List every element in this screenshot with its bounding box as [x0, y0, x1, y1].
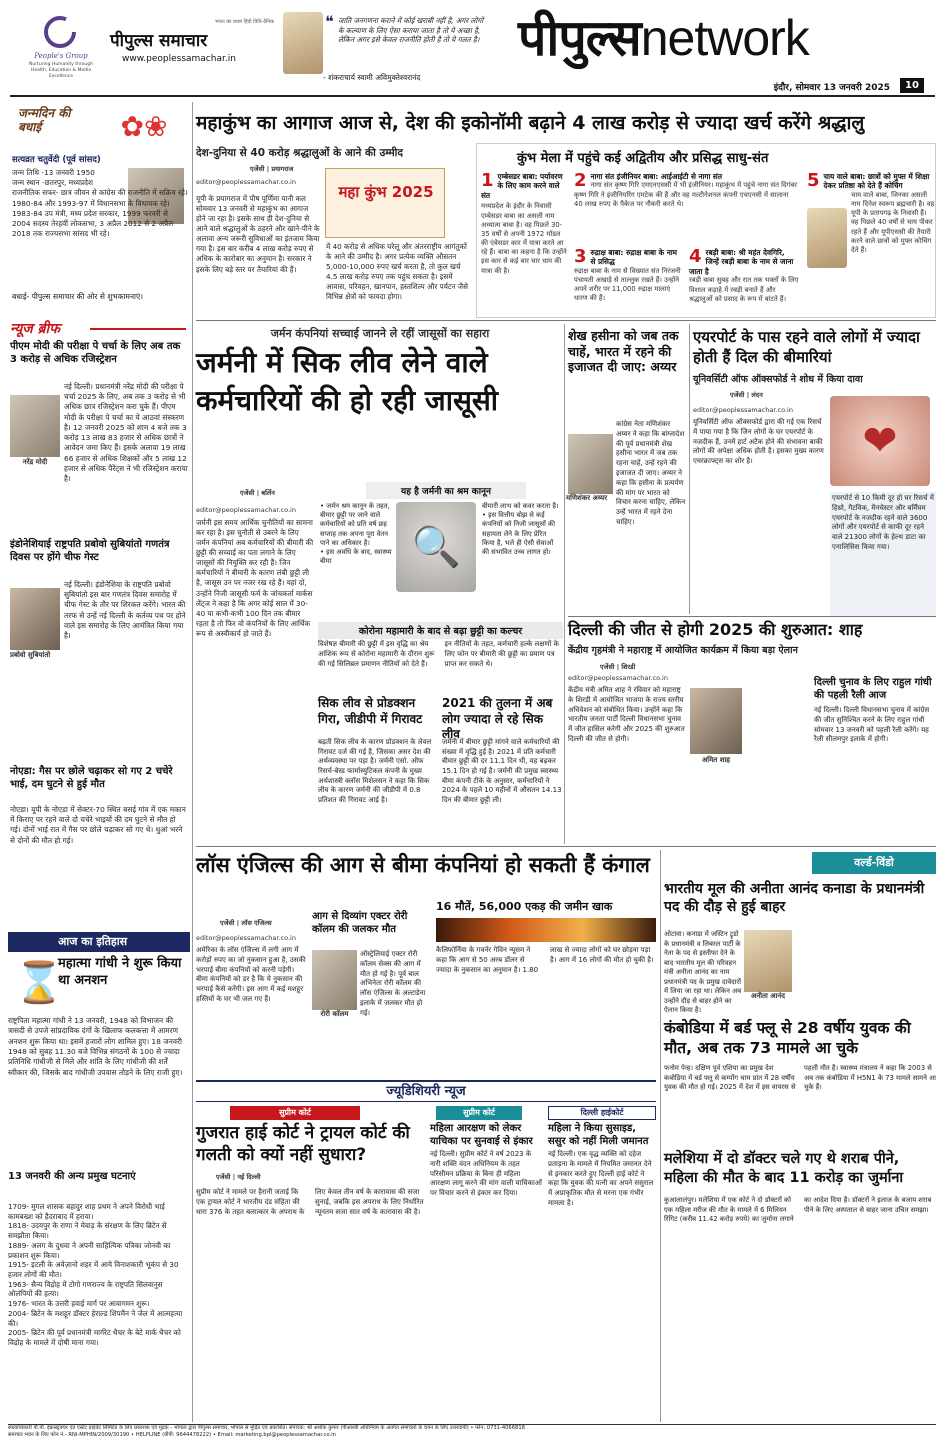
- masthead: [0, 0, 945, 97]
- birthday-details: जन्म तिथि -13 जनवरी 1950 जन्म स्थान -छतरपुर, मध्यप्रदेश राजनीतिक सफर- छात्र जीवन से कांग्रेस की राजनीति में सक्रिय रहे। 1980-84 और 1993-97 में विधानसभा के विधायक रहे। 1983-84 उप मंत्री, मध्य प्रदेश सरकार, 1999 फरवरी से 2004 सदस्य तेरहवीं लोकसभा, 3 अप्रैल 2012 से 2 अप्रैल 2018 तक राज्यसभा सांसद भी रहे।: [12, 168, 188, 239]
- title-english: network: [640, 10, 809, 66]
- chai-baba-photo: [807, 208, 847, 268]
- hasina-headline: शेख हसीना को जब तक चाहें, भारत में रहने की इजाजत दी जाए: अय्यर: [568, 328, 679, 375]
- history-events-list: [8, 1202, 188, 1420]
- lead-byline: एजेंसी | प्रयागराज: [250, 165, 294, 173]
- deaths-body: कैलिफोर्निया के गवर्नर गेविन न्यूसम ने कहा कि आग से 50 अरब डॉलर से ज्यादा के नुकसान का अनुमान है। 1.80 लाख से ज्यादा लोगों को घर छोड़ना पड़ा है। आग में 16 लोगों की मौत हो चुकी है।: [436, 946, 654, 974]
- birthday-box: [8, 102, 188, 307]
- lead-body-left: यूपी के प्रयागराज में पौष पूर्णिमा यानी कल सोमवार 13 जनवरी से महाकुंभ का आगाज होने जा रहा है। इसके साथ ही देश-दुनिया से आने वाले श्रद्धालुओं के ठहरने और खाने-पीने के अलावा अन्य जरूरी सुविधाओं का इंतजाम किया गया है। इस बार करीब 4 लाख करोड़ रुपए से अधिक के कारोबार का अनुमान है। सरकार ने इसके लिए बड़े स्तर पर तैयारियां की हैं।: [196, 194, 320, 274]
- event-item: 1818- उदयपुर के राणा ने मेवाड़ के संरक्षण के लिए ब्रिटेन से समझौता किया।: [8, 1221, 167, 1241]
- prod-title: सिक लीव से प्रोडक्शन गिरा, जीडीपी में गिरावट: [318, 696, 423, 726]
- rory-photo: [312, 950, 357, 1010]
- event-item: 1889- अलग के दुधवा ने अपनी साहित्यिक पत्रिका जोनवी का प्रकाशन शुरू किया।: [8, 1240, 171, 1260]
- saint-body: चाय वाले बाबा, जिनका असली नाम दिनेश स्वरूप ब्रह्मचारी है। वह यूपी के प्रतापगढ़ के निवासी हैं। वह पिछले 40 वर्षों से चाय पीकर रहते हैं और यूपीएससी की तैयारी करने वाले छात्रों को मुफ्त कोचिंग देते हैं।: [851, 190, 935, 254]
- brief-item-indonesia: [10, 538, 188, 763]
- section-rule: [196, 320, 936, 321]
- judiciary-header: [196, 1080, 656, 1102]
- saint-num: 4: [689, 246, 702, 267]
- women-label: [436, 1106, 522, 1120]
- labor-law-box: [320, 480, 560, 615]
- saint-title: चाय वाले बाबा: छात्रों को मुफ्त में शिक्षा देकर प्रतिष्ठा को देते हैं कोचिंग: [823, 172, 930, 191]
- germany-body: जर्मनी इस समय आर्थिक चुनौतियों का सामना कर रहा है। इस चुनौती से उबरने के लिए जर्मन कंपनियां अब कर्मचारियों की बीमारी की छुट्टी की सच्चाई का पता लगाने के लिए जासूसों की नियुक्ति कर रही हैं। जिन कर्मचारियों ने बीमारी के कारण लंबी छुट्टी ली है, जासूस उन पर नजर रख रहे हैं। यहां दो, उन्होंने निजी जासूसी फर्म के जांचकर्ता मार्कस लेंट्ज ने कहा है कि अगर कोई साल में 30-40 या कभी-कभी 100 दिन तक बीमार रहता है तो फिर वो कंपनियों के लिए आर्थिक रूप से अस्वीकार्य हो जाते हैं।: [196, 518, 314, 638]
- germany-right-rule: [564, 324, 565, 844]
- saint-num: 3: [574, 246, 587, 267]
- flower-basket-icon: ✿❀: [120, 110, 168, 143]
- lead-subhead: देश-दुनिया से 40 करोड़ श्रद्धालुओं के आने की उम्मीद: [196, 147, 403, 159]
- quote-box: [283, 12, 488, 84]
- footer: [8, 1424, 936, 1444]
- saints-box: [476, 143, 936, 318]
- shankaracharya-photo: [283, 12, 323, 74]
- brief-body: नोएडा। यूपी के नोएडा में सेक्टर-70 स्थित बसई गांव में एक मकान में किराए पर रहने वाले दो चचेरे भाइयों की दम घुटने से मौत हो गई। दोनों भाई रात में गैस पर छोले चढ़ाकर सो गए थे। धुआं भरने से दोनों की मौत हो गई।: [10, 805, 186, 845]
- hasina-body: कांग्रेस नेता मणिशंकर अय्यर ने कहा कि बांग्लादेश की पूर्व प्रधानमंत्री शेख हसीना भारत में जब तक रहना चाहें, उन्हें रहने की इजाजत दी जाए। अय्यर ने कहा कि हसीना के प्रत्यर्पण की मांग पर भारत को विचार करना चाहिए, लेकिन उन्हें भारत में रहने देना चाहिए।: [616, 420, 686, 526]
- actor-title: आग से दिव्यांग एक्टर रोरी कॉलम की जलकर मौत: [312, 911, 408, 935]
- hasina-right-rule: [689, 324, 690, 614]
- labor-title: यह है जर्मनी का श्रम कानून: [366, 482, 526, 499]
- la-headline: लॉस एंजिल्स की आग से बीमा कंपनियां हो सकती हैं कंगाल: [196, 853, 650, 877]
- masthead-title: [518, 6, 918, 70]
- malaysia-headline: मलेशिया में दो डॉक्टर चले गए थे शराब पीने, महिला की मौत के बाद 11 करोड़ का जुर्माना: [664, 1151, 904, 1187]
- saint-4: [689, 248, 799, 318]
- group-logo-icon: [42, 14, 78, 50]
- gujarat-headline: गुजरात हाई कोर्ट ने ट्रायल कोर्ट की गलती को क्यों नहीं सुधारा?: [196, 1123, 410, 1166]
- paper-brand: [110, 28, 280, 52]
- brief-title: पीएम मोदी की परीक्षा पे चर्चा के लिए अब तक 3 करोड़ से अधिक रजिस्ट्रेशन: [10, 341, 181, 365]
- supreme-label: [230, 1106, 360, 1120]
- gujarat-byline: एजेंसी | नई दिल्ली: [216, 1173, 261, 1181]
- magnifier-icon: 🔍: [411, 524, 461, 570]
- brief-item-modi: [10, 340, 188, 535]
- saint-title: नागा संत इंजीनियर बाबा: आईआईटी से नागा संत: [590, 172, 723, 181]
- airport-email: editor@peoplessamachar.co.in: [693, 406, 793, 414]
- page-number: 10: [900, 78, 924, 93]
- cambodia-headline: कंबोडिया में बर्ड फ्लू से 28 वर्षीय युवक की मौत, अब तक 73 मामले आ चुके: [664, 1019, 911, 1058]
- saint-3: [574, 248, 684, 318]
- saint-body: रुद्राक्ष बाबा के नाम से विख्यात संत निरंजनी पंचायती अखाड़े से ताल्लुक रखते हैं। उन्होंने अपने शरीर पर 11,000 रुद्राक्ष मालाएं धारण की हैं।: [574, 266, 681, 303]
- masthead-rule: [10, 95, 935, 97]
- delhi-headline: दिल्ली की जीत से होगी 2025 की शुरुआत: शाह: [568, 620, 863, 639]
- lead-email: editor@peoplessamachar.co.in: [196, 178, 296, 186]
- brief-title: इंडोनेशियाई राष्ट्रपति प्रबोवो सुबियांतो गणतंत्र दिवस पर होंगे चीफ गेस्ट: [10, 539, 170, 563]
- airport-highlight: एयरपोर्ट से 10 किमी दूर हो घर रिसर्च में हिथ्रो, गैटविक, मैनचेस्टर और बर्मिंघम एयरपोर्ट के नजदीक रहने वाले 3600 लोगों और एयरपोर्ट से काफी दूर रहने वाले 21300 लोगों के हेल्थ डाटा का एनालिसिस किया गया।: [830, 492, 936, 616]
- delhi-body-2: [690, 768, 810, 838]
- world-header: [812, 852, 936, 874]
- kumbh-logo: [325, 168, 445, 238]
- la-body: अमेरिका के लॉस एंजिल्स में लगी आग में करोड़ों रुपए का जो नुकसान हुआ है, उसकी भरपाई बीमा कंपनियों को करनी पड़ेगी। बीमा कंपनियों को डर है कि ये नुकसान की भरपाई कैसे करेंगी। इस आग में कई मशहूर हस्तियों के घर भी जल गए हैं।: [196, 946, 306, 1003]
- prod-body: बढ़ती सिक लीव के कारण प्रोडक्शन के लेवल गिरावट दर्ज की गई है, जिसका असर देश की अर्थव्यवस्था पर पड़ा है। जर्मनी एसो. ऑफ रिसर्च-बेस्ड फार्मास्युटिकल कंपनी के मुख्य अर्थशास्त्री क्लॉस मिशेलसन ने कहा कि सिक लीव के कारण जर्मनी की जीडीपी में 0.8 प्रतिशत की गिरावट आई है।: [318, 738, 432, 804]
- saint-num: 1: [481, 170, 494, 191]
- saint-5: [807, 172, 935, 318]
- germany-byline: एजेंसी | बर्लिन: [240, 489, 275, 497]
- canada-body: ओटावा। कनाडा में जस्टिन ट्रूडो के प्रधानमंत्री व लिबरल पार्टी के नेता के पद से इस्तीफा देने के बाद भारतीय मूल की परिवहन मंत्री अनीता आनंद का नाम प्रधानमंत्री पद के प्रमुख दावेदारों में लिया जा रहा था। लेकिन अब उन्होंने दौड़ से बाहर होने का ऐलान किया है।: [664, 930, 742, 1015]
- rory-caption: रोरी कॉलम: [320, 1010, 349, 1018]
- la-byline: एजेंसी | लॉस एंजिल्स: [220, 919, 272, 927]
- deaths-title: 16 मौतें, 56,000 एकड़ की जमीन खाक: [436, 900, 613, 913]
- delhi-byline: एजेंसी | शिरडी: [600, 663, 636, 671]
- women-label-text: सुप्रीम कोर्ट: [463, 1108, 495, 1117]
- saint-body: मध्यप्रदेश के इंदौर के निवासी एम्बेसडर बाबा का असली नाम अध्यात्म बाबा है। वह पिछले 30-35 वर्षों से अपनी 1972 मॉडल की एंबेसडर कार में यात्रा करते आ रहे हैं। बाबा का कहना है कि उन्होंने इस कार से कई बार चार धाम की यात्रा की है।: [481, 202, 567, 275]
- rahul-body: नई दिल्ली। दिल्ली विधानसभा चुनाव में कांग्रेस की जीत सुनिश्चित करने के लिए राहुल गांधी सोमवार 13 जनवरी को पहली रैली करेंगे। यह रैली सीलमपुर इलाके में होगी।: [814, 706, 930, 744]
- anita-caption: अनीता आनंद: [750, 992, 786, 1000]
- paper-brand-tag: भारत का प्रथम हिंदी विधि-दैनिक: [215, 19, 274, 25]
- history-events-title: 13 जनवरी की अन्य प्रमुख घटनाएं: [8, 1171, 136, 1182]
- hourglass-icon: ⌛: [14, 960, 64, 1006]
- labor-right: बीमारी लाभ को कवर करता है। • इस वित्तीय बोझ से कई कंपनियों को निजी जासूसों की सहायता लेने के लिए प्रेरित किया है, भले ही ऐसी सेवाओं की संभावित उच्च लागत हो।: [482, 502, 559, 556]
- malaysia-body: कुआलालंपुर। मलेशिया में एक कोर्ट ने दो डॉक्टरों को एक महिला मरीज की मौत के मामले में 6 मिलियन रिंगिट (करीब 11.42 करोड़ रुपये) का जुर्माना लगाने का आदेश दिया है। डॉक्टरों ने इलाज के बजाय शराब पीने के लिए अस्पताल से बाहर जाना उचित समझा।: [664, 1196, 932, 1224]
- shah-caption: अमित शाह: [701, 756, 731, 764]
- aiyar-caption: मणिशंकर अय्यर: [566, 494, 608, 502]
- lead-body-mid: में 40 करोड़ से अधिक घरेलू और अंतरराष्ट्रीय आगंतुकों के आने की उम्मीद है। अगर प्रत्येक व्यक्ति औसतन 5,000-10,000 रुपए खर्च करता है, तो कुल खर्च 4.5 लाख करोड़ रुपए तक पहुंच सकता है। इसमें आवास, परिवहन, खानपान, हस्तशिल्प और पर्यटन जैसे विभिन्न क्षेत्रों को फायदा होगा।: [326, 242, 468, 302]
- brief-body: नई दिल्ली। इंडोनेशिया के राष्ट्रपति प्रबोवो सुबियांतो इस बार गणतंत्र दिवस समारोह में चीफ गेस्ट के तौर पर शिरकत करेंगे। भारत की तरफ से उन्हें नई दिल्ली के कर्तव्य पथ पर होने वाले इस समारोह के लिए आमंत्रित किया गया है।: [64, 580, 186, 641]
- germany-headline: जर्मनी में सिक लीव लेने वाले कर्मचारियों की हो रही जासूसी: [196, 346, 499, 417]
- delhi-subhead: केंद्रीय गृहमंत्री ने महाराष्ट्र में आयोजित कार्यक्रम में किया बड़ा ऐलान: [568, 645, 798, 656]
- brief-title: नोएडा: गैस पर छोले चढ़ाकर सो गए 2 चचेरे भाई, दम घुटने से हुई मौत: [10, 766, 173, 790]
- saint-2: [574, 172, 799, 242]
- footer-contact: समाचार भवन के लिए फोन नं.- RNI-MPHIN/2009/30190 • HELPLINE (बीपी: 9644478222) • Email: marketing.bpl@peoplessamachar.co.in: [8, 1432, 336, 1439]
- saint-num: 5: [807, 170, 820, 191]
- brief-body: नई दिल्ली। प्रधानमंत्री नरेंद्र मोदी की परीक्षा पे चर्चा 2025 के लिए, अब तक 3 करोड़ से भी अधिक छात्र रजिस्ट्रेशन करा चुके हैं। पीएम मोदी के परीक्षा पे चर्चा का ये आठवां संस्करण है। 12 जनवरी 2025 को शाम 4 बजे तक 3 करोड़ 13 लाख 83 हजार से अधिक छात्रों ने आवेदन जमा किए हैं। इसके अलावा 19 लाख 66 हजार से अधिक शिक्षकों और 5 लाख 12 हजार से अधिक पैरेंट्स ने भी रजिस्ट्रेशन कराया है।: [64, 382, 188, 483]
- saint-body: रबड़ी बाबा सुबह और रात तक भक्तों के लिए विशाल कड़ाहे में रबड़ी बनाते हैं और श्रद्धालुओं को प्रसाद के रूप में बांटते हैं।: [689, 276, 799, 303]
- supreme-label-text: सुप्रीम कोर्ट: [279, 1108, 311, 1117]
- quote-author: - शंकराचार्य स्वामी अविमुक्तेश्वरानंद: [323, 73, 421, 82]
- detective-illustration: [396, 502, 476, 592]
- prabowo-caption: प्रबोवो सुबियांतो: [10, 651, 51, 659]
- event-item: 1915- इटली के अवेज़ानो शहर में आये विनाशकारी भूकंप से 30 हजार लोगों की मौत।: [8, 1260, 179, 1280]
- germany-email: editor@peoplessamachar.co.in: [196, 506, 296, 514]
- saints-header: कुंभ मेला में पहुंचे कई अद्वितीय और प्रसिद्ध साधु-संत: [517, 151, 769, 166]
- fire-photo: [436, 918, 656, 942]
- delhi-hc-body: नई दिल्ली। एक वृद्ध व्यक्ति को दहेज प्रताड़ना के मामले में नियमित जमानत देने से इनकार करते हुए दिल्ली हाई कोर्ट ने कहा कि युवक की पत्नी का अपने ससुराल में अप्राकृतिक मौत से मरना एक गंभीर मामला है।: [548, 1150, 654, 1207]
- mid-rule: [196, 846, 936, 847]
- la-right-rule: [660, 850, 661, 1422]
- dateline: इंदौर, सोमवार 13 जनवरी 2025: [773, 83, 890, 93]
- event-item: 1976- भारत के उत्तरी हवाई मार्ग पर आवागमन शुरू।: [8, 1299, 150, 1309]
- airport-body: यूनिवर्सिटी ऑफ ऑक्सफोर्ड द्वारा की गई एक रिसर्च में पाया गया है कि जिन लोगों के घर एयरपोर्ट के नजदीक हैं, उनमें हार्ट अटैक होने की संभावना बाकी लोगों की अपेक्षा अधिक होती है। इसका मुख्य कारण एयरक्राफ्ट्स का शोर है।: [693, 418, 824, 466]
- gujarat-body: सुप्रीम कोर्ट ने मामले पर हैरानी जताई कि एक ट्रायल कोर्ट ने भारतीय दंड संहिता की धारा 376 के तहत बलात्कार के अपराध के लिए केवल तीन वर्ष के कारावास की सजा सुनाई, जबकि इस अपराध के लिए निर्धारित न्यूनतम सजा सात वर्ष के कारावास की है।: [196, 1188, 424, 1216]
- rahul-title: दिल्ली चुनाव के लिए राहुल गांधी की पहली रैली आज: [814, 677, 932, 701]
- anita-photo: [744, 930, 792, 992]
- covid-title: कोरोना महामारी के बाद से बढ़ा छुट्टी का कल्चर: [318, 622, 563, 639]
- kumbh-logo-text: महा कुंभ 2025: [338, 183, 434, 201]
- y2021-body: जर्मनी में बीमार छुट्टी मांगने वाले कर्मचारियों की संख्या में वृद्धि हुई है। 2021 में प्रति कर्मचारी बीमार छुट्टी की दर 11.1 दिन थी, यह बढ़कर 15.1 दिन हो गई है। जर्मनी की प्रमुख स्वास्थ्य बीमा कंपनी टीके के अनुसार, कर्मचारियों ने 2024 के पहले 10 महीनों में औसतन 14.13 दिन की बीमार छुट्टी ली।: [442, 738, 562, 804]
- canada-headline: भारतीय मूल की अनीता आनंद कनाडा के प्रधानमंत्री पद की दौड़ से हुई बाहर: [664, 881, 925, 916]
- event-item: 2004- ब्रिटेन के मशहूर डॉक्टर हेराल्ड शिपमैन ने जेल में आत्महत्या की।: [8, 1308, 183, 1328]
- event-item: 1709- मुगल शासक बहादुर शाह प्रथम ने अपने विरोधी भाई कामबख्श को हैदराबाद में हराया।: [8, 1202, 165, 1221]
- world-header-text: वर्ल्ड-विंडो: [854, 856, 894, 869]
- history-title: महात्मा गांधी ने शुरू किया था अनशन: [58, 956, 182, 988]
- covid-body: विशेषज्ञ बीमारी की छुट्टी में इस वृद्धि का श्रेय आंशिक रूप से कोरोना महामारी के दौरान शुरू की गई सिलिब्रल प्रमाणन नीतियों को देते हैं। इन नीतियों के तहत, कर्मचारी हल्के लक्षणों के लिए फोन पर बीमारी की छुट्टी का प्रमाण पत्र प्राप्त कर सकते थे।: [318, 640, 559, 668]
- history-header: [8, 932, 190, 952]
- quote-text: जाति जनगणना कराने में कोई खराबी नहीं है, अगर लोगों के कल्याण के लिए ऐसा कराया जाता है तो ये अच्छा है, लेकिन अगर इसे केवल राजनीति होती है तो ये गलत है।: [338, 16, 484, 45]
- birthday-header: जन्मदिन की बधाई: [18, 106, 71, 135]
- delhi-email: editor@peoplessamachar.co.in: [568, 674, 668, 682]
- saint-num: 2: [574, 170, 587, 191]
- quote-mark-icon: ❝: [325, 12, 334, 31]
- women-body: नई दिल्ली। सुप्रीम कोर्ट ने वर्ष 2023 के नारी शक्ति वंदन अधिनियम के तहत परिसीमन प्रक्रिया के बिना ही महिला आरक्षण लागू करने की मांग वाली याचिकाओं पर विचार करने से इंकार कर दिया।: [430, 1150, 542, 1198]
- heart-icon: ❤: [862, 416, 898, 465]
- website[interactable]: www.peoplessamachar.in: [122, 54, 236, 64]
- heart-illustration: [830, 396, 930, 486]
- saint-title: रबड़ी बाबा: श्री महंत देवगिरि, जिन्हें रबड़ी बाबा के नाम से जाना जाता है: [689, 248, 794, 276]
- group-tagline: Nurturing Humanity through Health, Education & Media Excellence: [29, 62, 93, 79]
- title-hindi: पीपुल्स: [518, 9, 641, 67]
- airport-byline: एजेंसी | लंदन: [730, 391, 763, 399]
- left-column-rule: [192, 102, 193, 1422]
- judiciary-header-text: ज्यूडिशियरी न्यूज: [386, 1084, 466, 1099]
- birthday-wish: बधाई- पीपुल्स समाचार की ओर से शुभकामनाएं।: [12, 292, 143, 301]
- saint-title: एम्बेसडर बाबा: पर्यावरण के लिए काम करने वाले संत: [481, 172, 563, 200]
- event-item: 1963- सैन्य विद्रोह में टोगो गणराज्य के राष्ट्रपति सिलवानुस ओलंपियों की हत्या।: [8, 1279, 163, 1299]
- delhi-hc-label-text: दिल्ली हाईकोर्ट: [580, 1108, 624, 1117]
- saint-1: [481, 172, 569, 318]
- shah-photo: [690, 688, 742, 754]
- la-email: editor@peoplessamachar.co.in: [196, 934, 296, 942]
- delhi-body: केंद्रीय मंत्री अमित शाह ने रविवार को महाराष्ट्र के शिरडी में आयोजित भाजपा के राज्य स्तरीय अधिवेशन को संबोधित किया। उन्होंने कहा कि भारतीय जनता पार्टी दिल्ली विधानसभा चुनाव में जीत हासिल करेगी और 2025 की शुरुआत दिल्ली की जीत से होगी।: [568, 686, 685, 743]
- germany-kicker: जर्मन कंपनियां सच्चाई जानने ले रहीं जासूसों का सहारा: [270, 327, 490, 340]
- modi-caption: नरेंद्र मोदी: [22, 458, 48, 466]
- paper-brand-text: पीपुल्स समाचार: [110, 31, 208, 51]
- lead-headline: महाकुंभ का आगाज आज से, देश की इकोनॉमी बढ़ाने 4 लाख करोड़ से ज्यादा खर्च करेंगे श्रद्धालु: [196, 112, 865, 134]
- history-box: [8, 932, 190, 1422]
- saint-body: नागा संत कृष्ण गिरि एमएनएससी में भी इंजीनियर। महाकुंभ में पहुंचे नागा संत दिगंबर कृष्ण गिरि ने इंजीनियरिंग एमटेक की है और वह मल्टीनेशनल कंपनी एचएनसी में सालाना 40 लाख रुपए के पैकेज पर नौकरी करते थे।: [574, 181, 798, 208]
- history-body: राष्ट्रपिता महात्मा गांधी ने 13 जनवरी, 1948 को विभाजन की त्रासदी से उपजे सांप्रदायिक दंगों के खिलाफ कलकत्ता में आमरण अनशन शुरू किया था। इसमें हजारों लोग शामिल हुए। 18 जनवरी 1948 को सुबह 11.30 बजे विभिन्न संगठनों के 100 से ज्यादा प्रतिनिधि गांधीजी से मिले और शांति के लिए गांधीजी की शर्तें स्वीकार की, जिसके बाद गांधीजी उपवास तोड़ने के लिए राजी हुए।: [8, 1016, 183, 1077]
- delhi-hc-headline: महिला ने किया सुसाइड, ससुर को नहीं मिली जमानत: [548, 1123, 649, 1147]
- airport-headline: एयरपोर्ट के पास रहने वाले लोगों में ज्यादा होती हैं दिल की बीमारियां: [693, 328, 920, 366]
- saint-title: रुद्राक्ष बाबा: रुद्राक्ष बाबा के नाम से प्रसिद्ध: [590, 248, 678, 267]
- women-headline: महिला आरक्षण को लेकर याचिका पर सुनवाई से इंकार: [430, 1123, 533, 1147]
- actor-body: ऑस्ट्रेलियाई एक्टर रोरी कॉलम सेक्स की आग में मौत हो गई है। पूर्व बाल अभिनेता रोरी कॉलम की लॉस एंजिल्स के अल्टाडेना इलाके में जलकर मौत हो गई।: [360, 950, 426, 1017]
- rahul-box: [814, 676, 936, 841]
- group-name: People's Group: [34, 52, 88, 60]
- airport-subhead: यूनिवर्सिटी ऑफ ऑक्सफोर्ड ने शोध में किया दावा: [693, 374, 863, 385]
- cambodia-body: फनोम पेन्ह। दक्षिण पूर्व एशिया का प्रमुख देश कंबोडिया में बर्ड फ्लू से कम्पोंग चाम प्रांत में 28 वर्षीय युवक की मौत हो गई। 2025 में देश में इस वायरस से पहली मौत है। स्वास्थ्य मंत्रालय ने कहा कि 2003 से अब तक कंबोडिया में H5N1 के 73 मामले सामने आ चुके हैं।: [664, 1064, 936, 1092]
- y2021-title: 2021 की तुलना में अब लोग ज्यादा ले रहे सिक लीव: [442, 696, 553, 742]
- footer-imprint: स्वत्वाधिकारी पी.पी. इंफ्रास्ट्रक्चर एंड एस्टेट प्राइवेट लिमिटेड के लिए प्रकाशक एवं मुद्रक - भोपाल द्वारा पीपुल्स समाचार, भोपाल से मुद्रित एवं प्रकाशित। संपादक: श्री अशोक कुमार (पीआरबी अधिनियम के अंतर्गत समाचारों के चयन के लिए उत्तरदायी) • फोन: 0731-4066818: [8, 1425, 525, 1431]
- news-brief-label: न्यूज ब्रीफ: [10, 321, 60, 337]
- peoples-group-logo: [22, 14, 100, 84]
- left-rule: [90, 328, 186, 330]
- birthday-name: सत्यव्रत चतुर्वेदी (पूर्व सांसद): [12, 155, 101, 165]
- labor-left: • जर्मन श्रम कानून के तहत, बीमार छुट्टी पर जाने वाले कर्मचारियों को प्रति वर्ष छह सप्ताह तक अपना पूरा वेतन पाने का अधिकार है। • इस अवधि के बाद, स्वास्थ्य बीमा: [320, 502, 392, 566]
- brief-item-noida: [10, 765, 188, 925]
- canada-body-right: [798, 930, 936, 1012]
- delhi-hc-label: [548, 1106, 656, 1120]
- history-header-text: आज का इतिहास: [58, 935, 128, 948]
- event-item: 2005- ब्रिटेन की पूर्व प्रधानमंत्री मार्गरेट थैचर के बेटे मार्क थैचर को विद्रोह के मामले में दोषी माना गया।: [8, 1328, 181, 1348]
- news-brief-header: [10, 318, 90, 336]
- delhi-top-rule: [568, 616, 936, 617]
